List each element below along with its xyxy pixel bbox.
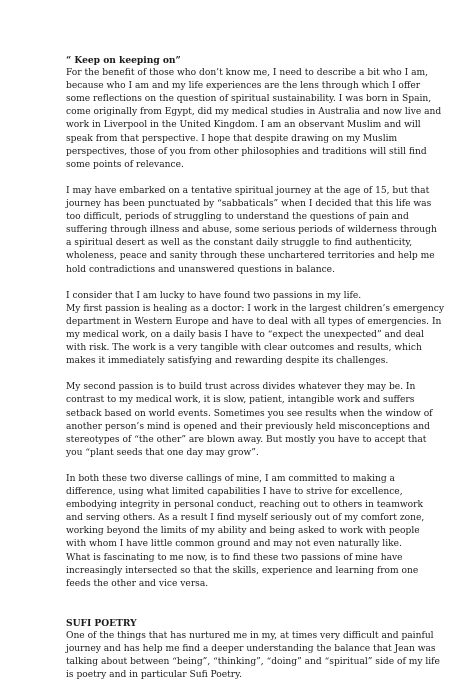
- text-line: wholeness, peace and sanity through these unchartered territories and help me: [66, 251, 435, 262]
- callings-paragraph: [66, 473, 425, 591]
- text-line: One of the things that has nurtured me in my, at times very difficult and painful: [66, 631, 434, 642]
- text-line: For the benefit of those who don’t know me, I need to describe a bit who I am,: [66, 68, 429, 79]
- text-line: you “plant seeds that one day may grow”.: [66, 447, 259, 458]
- sufi-poetry-paragraph: [66, 630, 440, 682]
- text-line: journey and has help me find a deeper understanding the balance that Jean was: [66, 644, 436, 655]
- text-line: I consider that I am lucky to have found two passions in my life.: [66, 290, 362, 301]
- text-line: because who I am and my life experiences are the lens through which I offer: [66, 81, 421, 92]
- journey-paragraph: [66, 185, 437, 277]
- text-line: with whom I have little common ground and may not even naturally like.: [66, 539, 402, 550]
- text-line: suffering through illness and abuse, some serious periods of wilderness through: [66, 225, 437, 236]
- text-line: work in Liverpool in the United Kingdom. I am an observant Muslim and will: [66, 120, 421, 131]
- section-heading: SUFI POETRY: [66, 618, 137, 630]
- text-line: come originally from Egypt, did my medical studies in Australia and now live and: [66, 107, 442, 118]
- text-line: My first passion is healing as a doctor: I work in the largest children’s emergency: [66, 303, 444, 314]
- text-line: contrast to my medical work, it is slow, patient, intangible work and suffers: [66, 395, 415, 406]
- text-line: hold contradictions and unanswered questions in balance.: [66, 264, 335, 275]
- text-line: makes it immediately satisfying and rewarding despite its challenges.: [66, 356, 389, 367]
- text-line: In both these two diverse callings of mine, I am committed to making a: [66, 474, 395, 484]
- text-line: My second passion is to build trust across divides whatever they may be. In: [66, 382, 416, 393]
- text-line: setback based on world events. Sometimes you see results when the window of: [66, 408, 433, 419]
- document-title: “ Keep on keeping on”: [66, 55, 181, 66]
- text-line: talking about between “being”, “thinking”, “doing” and “spiritual” side of my life: [66, 657, 440, 668]
- text-line: speak from that perspective. I hope that despite drawing on my Muslim: [66, 133, 398, 144]
- text-line: department in Western Europe and have to deal with all types of emergencies. In: [66, 316, 442, 327]
- text-line: difference, using what limited capabilities I have to strive for excellence,: [66, 487, 403, 498]
- text-line: and serving others. As a result I find myself seriously out of my comfort zone,: [66, 513, 425, 524]
- text-line: embodying integrity in personal conduct, reaching out to others in teamwork: [66, 500, 423, 511]
- text-line: too difficult, periods of struggling to understand the questions of pain and: [66, 212, 409, 223]
- text-line: is poetry and in particular Sufi Poetry.: [66, 670, 242, 681]
- text-line: my medical work, on a daily basis I have to “expect the unexpected” and deal: [66, 329, 425, 340]
- section-spacer: [66, 604, 406, 617]
- intro-paragraph: [66, 67, 442, 172]
- text-line: What is fascinating to me now, is to find these two passions of mine have: [66, 552, 403, 563]
- text-line: another person’s mind is opened and their previously held misconceptions and: [66, 421, 430, 432]
- text-line: some reflections on the question of spiritual sustainability. I was born in Spain,: [66, 94, 432, 105]
- text-line: journey has been punctuated by “sabbaticals” when I decided that this life was: [66, 199, 432, 210]
- text-line: stereotypes of “the other” are blown away. But mostly you have to accept that: [66, 434, 427, 445]
- second-passion-paragraph: [66, 381, 433, 460]
- text-line: some points of relevance.: [66, 159, 184, 170]
- text-line: working beyond the limits of my ability and being asked to work with people: [66, 526, 420, 537]
- text-line: feeds the other and vice versa.: [66, 578, 209, 589]
- first-passion-paragraph: [66, 290, 444, 369]
- text-line: with risk. The work is a very tangible with clear outcomes and results, which: [66, 343, 422, 354]
- text-line: increasingly intersected so that the skills, experience and learning from one: [66, 565, 419, 576]
- text-line: a spiritual desert as well as the constant daily struggle to find authenticity,: [66, 238, 413, 249]
- text-line: perspectives, those of you from other philosophies and traditions will still find: [66, 146, 427, 157]
- document-page: [66, 54, 444, 683]
- text-line: I may have embarked on a tentative spiritual journey at the age of 15, but that: [66, 185, 430, 196]
